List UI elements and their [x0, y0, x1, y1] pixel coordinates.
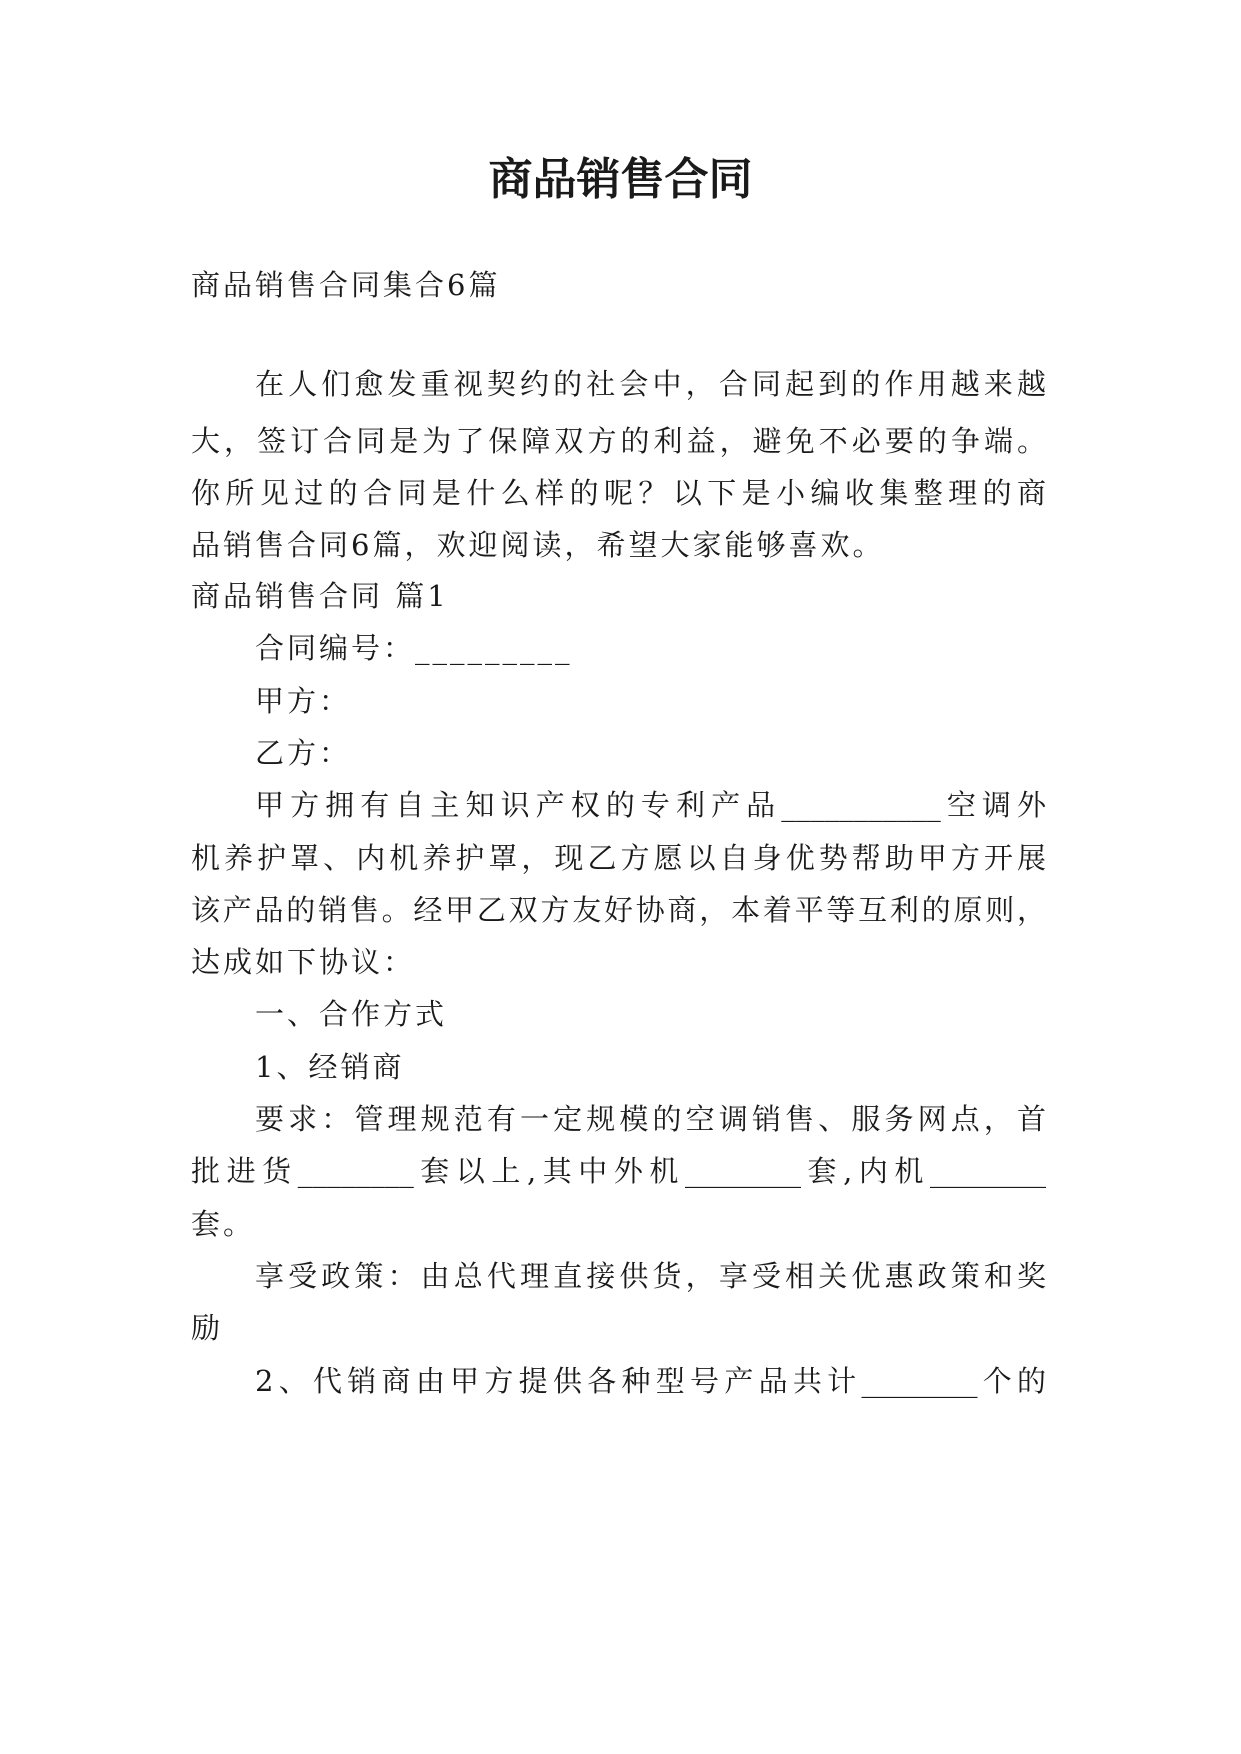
- body-paragraph-line: 享受政策：由总代理直接供货，享受相关优惠政策和奖: [255, 1259, 1046, 1293]
- body-paragraph-line: 2、代销商由甲方提供各种型号产品共计________个的: [255, 1364, 1046, 1398]
- body-paragraph-line: 机养护罩、内机养护罩，现乙方愿以自身优势帮助甲方开展: [191, 841, 1046, 875]
- body-paragraph-line: 要求：管理规范有一定规模的空调销售、服务网点，首: [255, 1102, 1046, 1136]
- intro-paragraph-line: 品销售合同6篇，欢迎阅读，希望大家能够喜欢。: [191, 528, 885, 562]
- intro-paragraph-line: 大，签订合同是为了保障双方的利益，避免不必要的争端。: [191, 424, 1046, 458]
- contract-number-line: 合同编号：_________: [255, 631, 573, 665]
- clause-heading: 一、合作方式: [255, 997, 448, 1031]
- body-paragraph-line: 该产品的销售。经甲乙双方友好协商，本着平等互利的原则，: [191, 893, 1046, 927]
- intro-paragraph-line: 你所见过的合同是什么样的呢？以下是小编收集整理的商: [191, 476, 1046, 510]
- party-a-line: 甲方：: [255, 684, 352, 718]
- clause-item: 1、经销商: [255, 1050, 405, 1084]
- subtitle: 商品销售合同集合6篇: [191, 268, 501, 302]
- body-paragraph-line: 达成如下协议：: [191, 945, 416, 979]
- party-b-line: 乙方：: [255, 736, 352, 770]
- body-paragraph-line: 批进货________套以上,其中外机________套,内机________: [191, 1154, 1046, 1188]
- body-paragraph-line: 励: [191, 1311, 224, 1345]
- body-paragraph-line: 套。: [191, 1207, 256, 1241]
- intro-paragraph-line: 在人们愈发重视契约的社会中，合同起到的作用越来越: [255, 367, 1046, 401]
- document-title: 商品销售合同: [488, 154, 753, 205]
- section-heading: 商品销售合同 篇1: [191, 579, 449, 613]
- body-paragraph-line: 甲方拥有自主知识产权的专利产品___________空调外: [255, 788, 1046, 822]
